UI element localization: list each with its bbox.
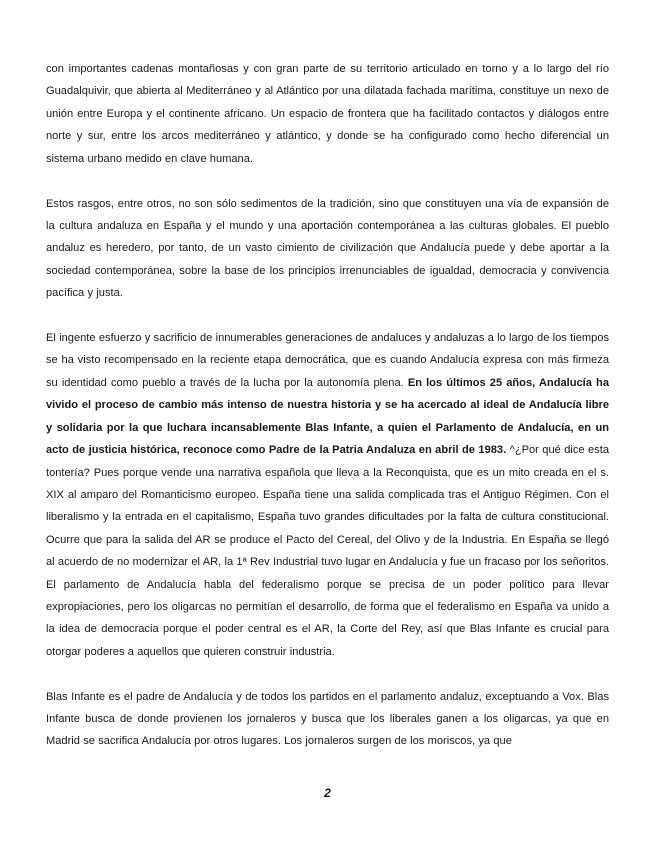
paragraph-2: Estos rasgos, entre otros, no son sólo sedimentos de la tradición, sino que constituyen una vía de expansión de la cultura andaluza en España y el mundo y una aportación contemporánea a las culturas globales. El pueblo andaluz es heredero, por tanto, de un vasto cimiento de civilización que Andalucía puede y debe aportar a la sociedad contemporánea, sobre la base de los principios irrenunciables de igualdad, democracia y convivencia pacífica y justa. <box>46 197 609 300</box>
paragraph-3 <box>46 327 609 663</box>
page-number: 2 <box>324 786 331 800</box>
paragraph-3-intro: El ingente esfuerzo y sacrificio de innumerables generaciones de andaluces y andaluzas a lo largo de los tiempos se ha visto recompensado en la reciente etapa democrática, que es cuando Andalucía expresa con más firmeza su identidad como pueblo a través de la lucha por la autonomía plena. <box>46 332 609 389</box>
paragraph-1: con importantes cadenas montañosas y con gran parte de su territorio articulado en torno y a lo largo del río Guadalquivir, que abierta al Mediterráneo y al Atlántico por una dilatada fachada marítima, constituye un nexo de unión entre Europa y el continente africano. Un espacio de frontera que ha facilitado contactos y diálogos entre norte y sur, entre los arcos mediterráneo y atlántico, y donde se ha configurado como hecho diferencial un sistema urbano medido en clave humana. <box>46 63 609 165</box>
paragraph-3-bold-passage: En los últimos 25 años, Andalucía ha vivido el proceso de cambio más intenso de nuestra historia y se ha acercado al ideal de Andalucía libre y solidaria por la que luchara incansablemente Blas Infante, a quien el Parlamento de Andalucía, en un acto de justicia histórica, reconoce como Padre de la Patria Andaluza en abril de 1983. <box>46 376 609 457</box>
paragraph-4: Blas Infante es el padre de Andalucía y de todos los partidos en el parlamento andaluz, exceptuando a Vox. Blas Infante busca de donde provienen los jornaleros y busca que los liberales ganen a los oligarcas, ya que en Madrid se sacrifica Andalucía por otros lugares. Los jornaleros surgen de los moriscos, ya que <box>46 690 609 748</box>
paragraph-3-commentary: ^¿Por qué dice esta tontería? Pues porque vende una narrativa española que lleva a la Reconquista, que es un mito creada en el s. XIX al amparo del Romanticismo europeo. España tiene una salida complicada tras el Antiguo Régimen. Con el liberalismo y la entrada en el capitalismo, España tuvo grandes dificultades por la falta de cultura constitucional. Ocurre que para la salida del AR se produce el Pacto del Cereal, del Olivo y de la Industria. En España se llegó al acuerdo de no modernizar el AR, la 1ª Rev Industrial tuvo lugar en Andalucía y fue un fracaso por los señoritos. El parlamento de Andalucía habla del federalismo porque se precisa de un poder político para llevar expropiaciones, pero los oligarcas no permitían el desarrollo, de forma que el federalismo en España va unido a la idea de democracia porque el poder central es el AR, la Corte del Rey, así que Blas Infante es crucial para otorgar poderes a aquellos que quieren construir industria. <box>46 444 609 658</box>
